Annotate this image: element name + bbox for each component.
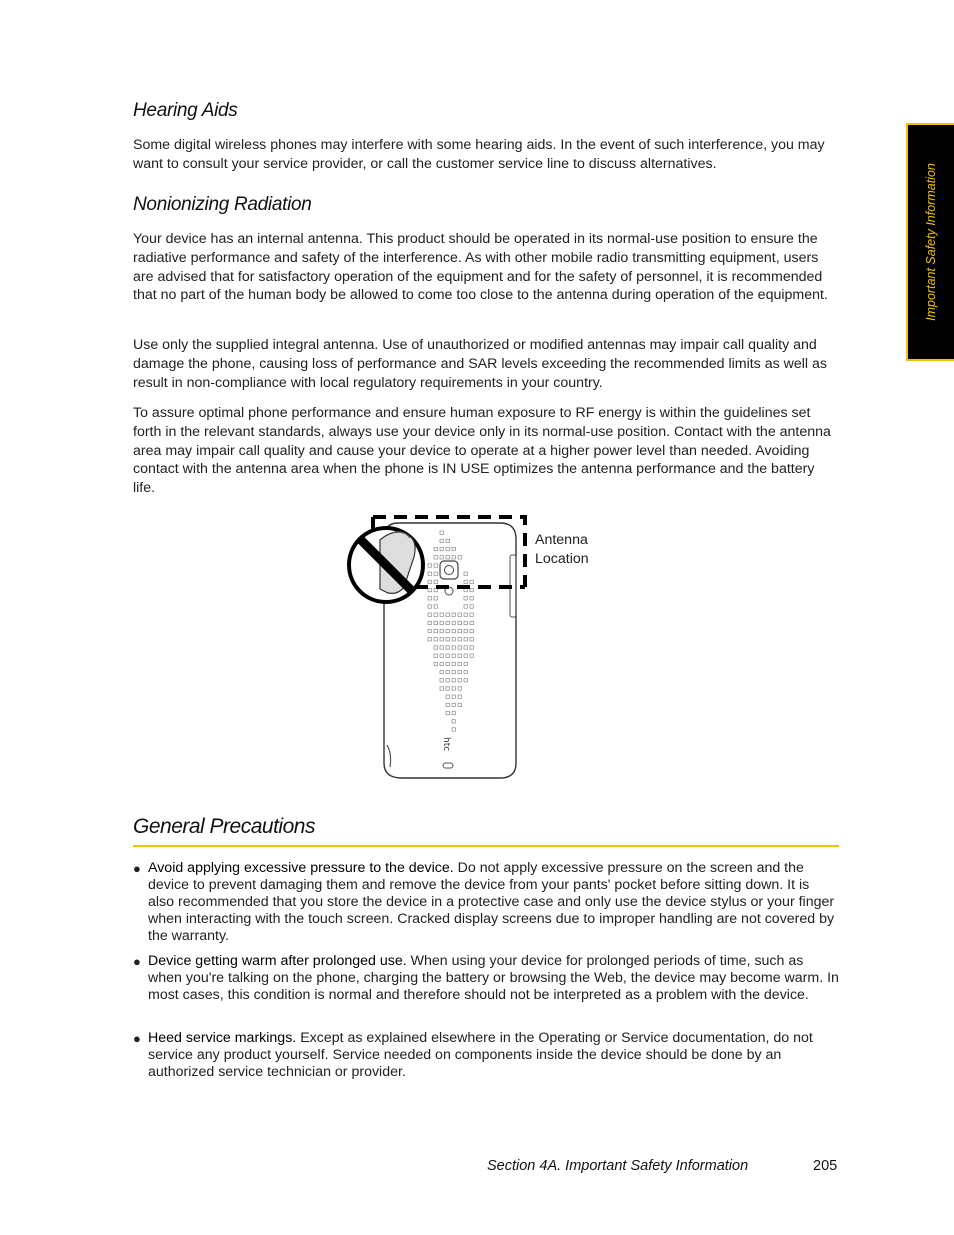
page-number: 205 (813, 1158, 838, 1174)
precaution-lead: Avoid applying excessive pressure to the device. (148, 860, 454, 876)
bullet-icon: ● (133, 861, 141, 876)
general-precautions-heading: General Precautions (133, 815, 315, 838)
precaution-lead: Heed service markings. (148, 1030, 297, 1046)
no-touch-icon (349, 528, 423, 602)
precaution-lead: Device getting warm after prolonged use. (148, 953, 407, 969)
precaution-item-pressure (133, 860, 839, 945)
precaution-text: Do not apply excessive pressure on the screen and the device to prevent damaging them and remove the device from your pants' pocket before sitting down. It is also recommended that you store the device in a protective case and only use the device stylus or your finger when interacting with the touch screen. Cracked display screens due to improper handling are not covered by the warranty. (148, 860, 835, 944)
nonionizing-paragraph-3: To assure optimal phone performance and ensure human exposure to RF energy is within the guidelines set forth in the relevant standards, always use your device only in its normal-use position. Contact with the antenna area may impair call quality and cause your device to operate at a higher power level than needed. Avoiding contact with the antenna area when the phone is IN USE optimizes the antenna performance and the battery life. (133, 405, 831, 497)
nonionizing-paragraph-2: Use only the supplied integral antenna. Use of unauthorized or modified antennas may impair call quality and damage the phone, causing loss of performance and SAR levels exceeding the recommended limits as well as result in non-compliance with local regulatory requirements in your country. (133, 337, 827, 391)
hearing-aids-heading: Hearing Aids (133, 100, 238, 121)
bullet-icon: ● (133, 954, 141, 969)
section-divider (133, 845, 839, 847)
side-tab-label: Important Safety Information (924, 163, 938, 321)
bullet-icon: ● (133, 1031, 141, 1046)
footer-section-title: Section 4A. Important Safety Information (487, 1158, 749, 1174)
precaution-item-service (133, 1030, 839, 1081)
antenna-label-line2: Location (535, 551, 589, 567)
hearing-aids-body: Some digital wireless phones may interfere with some hearing aids. In the event of such interference, you may want to consult your service provider, or call the customer service line to discuss alternatives. (133, 137, 825, 172)
nonionizing-heading: Nonionizing Radiation (133, 194, 312, 215)
antenna-label-line1: Antenna (535, 532, 588, 548)
section-side-tab (906, 123, 954, 361)
nonionizing-paragraph-1: Your device has an internal antenna. This product should be operated in its normal-use position to ensure the radiative performance and safety of the interference. As with other mobile radio transmitting equipment, users are advised that for satisfactory operation of the equipment and for the safety of personnel, it is recommended that no part of the human body be allowed to come too close to the antenna during operation of the equipment. (133, 231, 828, 304)
precaution-text: Except as explained elsewhere in the Operating or Service documentation, do not service any product yourself. Service needed on components inside the device should be done by an authorized service technician or provider. (148, 1030, 813, 1080)
brand-logo: htc (441, 737, 451, 752)
precaution-item-warm (133, 953, 839, 1004)
precaution-text: When using your device for prolonged periods of time, such as when you're talking on the phone, charging the battery or browsing the Web, the device may become warm. In most cases, this condition is normal and therefore should not be interpreted as a problem with the device. (148, 953, 839, 1003)
